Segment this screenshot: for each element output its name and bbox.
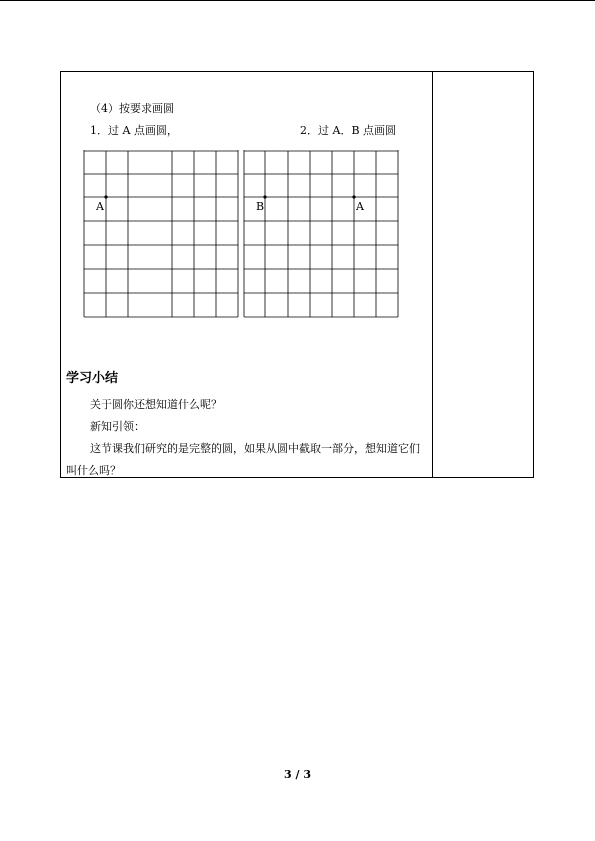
grid-1-point-a-label: A [96,200,104,213]
summary-line-1-text: 关于圆你还想知道什么呢？ [90,398,222,411]
grid-2-point-a-label: A [356,200,364,213]
summary-line-2-text: 新知引领： [90,420,145,433]
grid-2-point-b-label: B [256,200,265,213]
table-column-divider [432,71,433,478]
summary-line-3 [66,438,428,482]
grid-2-point-a [352,195,355,198]
grid-1 [82,150,242,320]
grid-2-point-b [263,195,266,198]
task-1-label: 1．过 A 点画圆， [90,124,178,137]
summary-line-2 [66,416,428,438]
summary-line-1 [66,394,428,416]
top-rule [0,0,595,1]
item-title: （4）按要求画圆 [90,102,174,115]
summary-line-3-text: 这节课我们研究的是完整的圆，如果从圆中截取一部分，想知道它们叫什么吗？ [66,442,420,477]
grid-1-point-a [104,195,107,198]
summary-heading: 学习小结 [66,371,119,386]
task-2-label: 2．过 A．B 点画圆 [300,124,397,137]
grid-2 [242,150,402,320]
page-number: 3 / 3 [284,768,311,781]
